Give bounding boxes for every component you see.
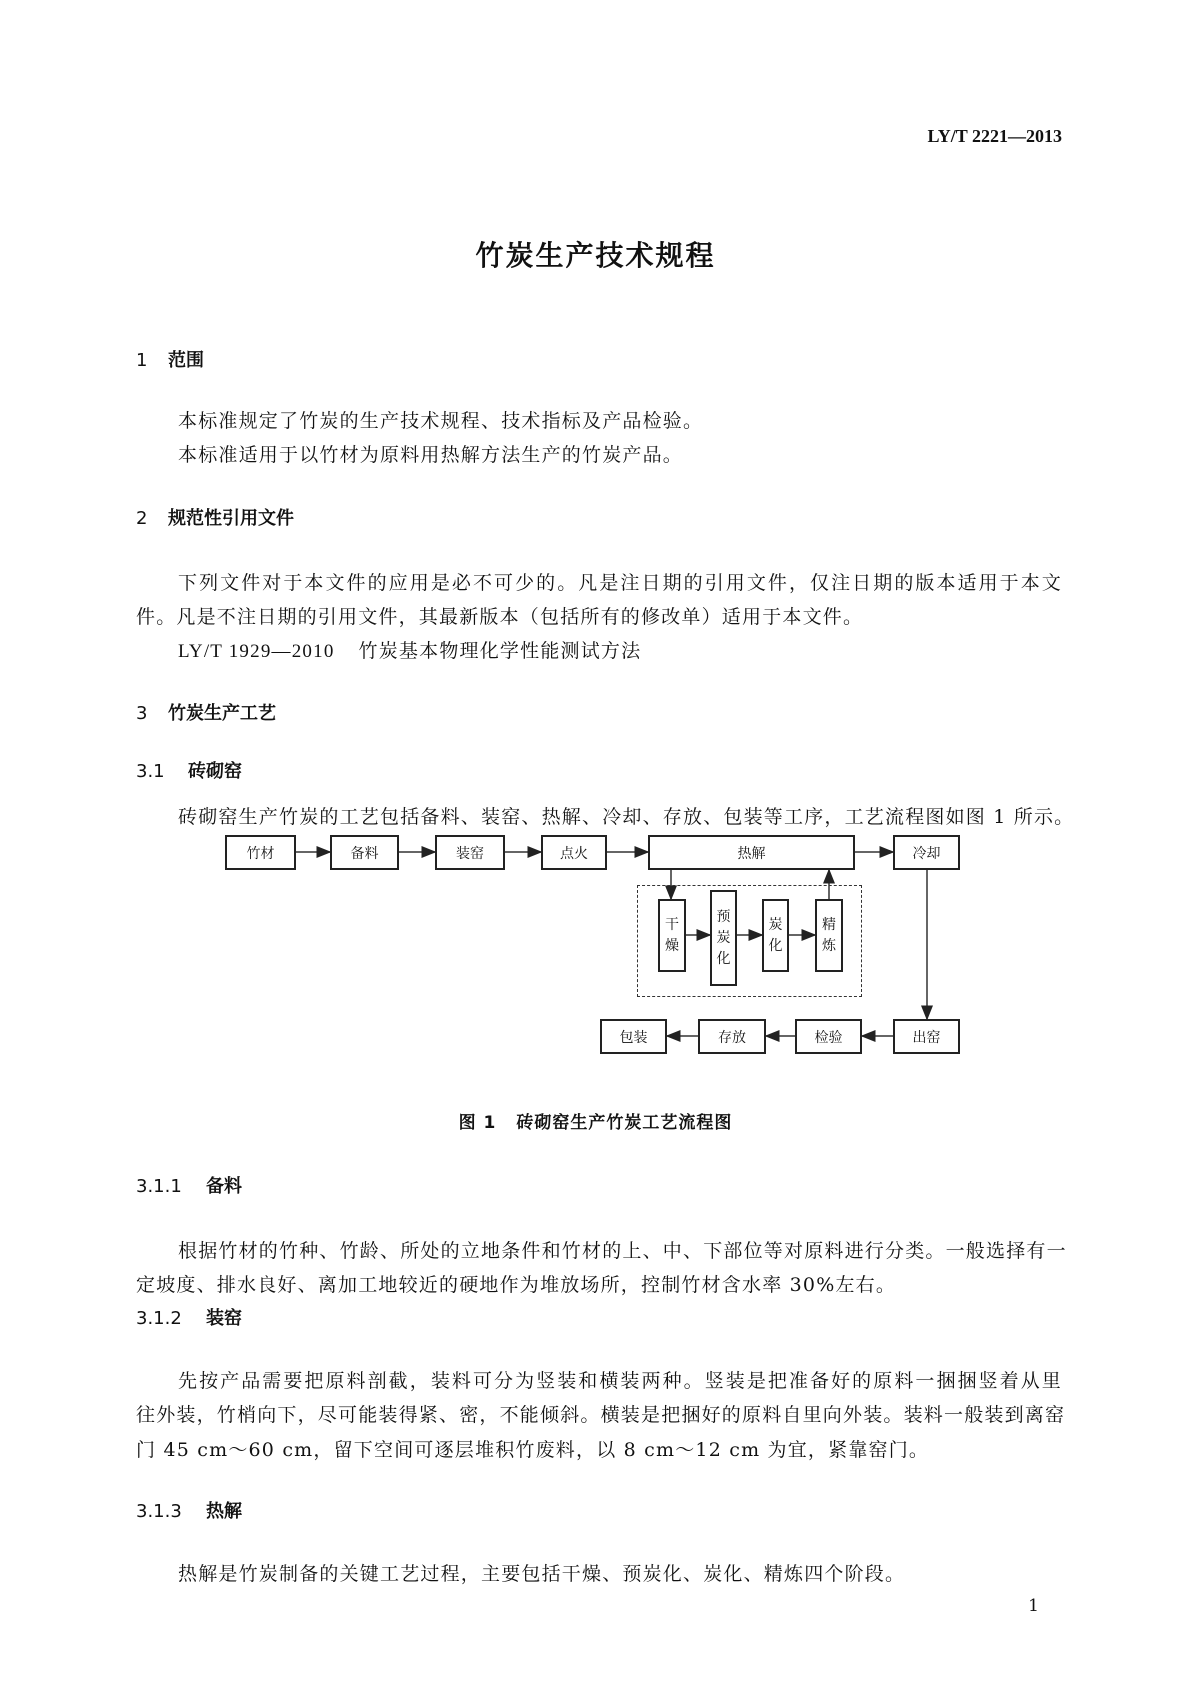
flow-step-preparation: 备料 [330,835,399,870]
stage-char: 炭 [716,929,731,946]
section-title: 热解 [206,1501,242,1522]
stage-refining [815,899,843,972]
section-title: 竹炭生产工艺 [168,703,276,724]
section-title: 规范性引用文件 [168,508,294,529]
paragraph-line: 往外装，竹梢向下，尽可能装得紧、密，不能倾斜。横装是把捆好的原料自里向外装。装料一般装到离窑 [136,1404,1066,1426]
section-3-1-3-heading [136,1497,242,1523]
paragraph-line: 热解是竹炭制备的关键工艺过程，主要包括干燥、预炭化、炭化、精炼四个阶段。 [178,1563,906,1585]
paragraph-line: 门 45 cm～60 cm，留下空间可逐层堆积竹废料，以 8 cm～12 cm 为宜，紧靠窑门。 [136,1439,930,1461]
page-number: 1 [1028,1596,1039,1616]
standard-number: LY/T 2221—2013 [927,126,1062,146]
flow-step-ignition: 点火 [541,835,607,870]
flow-step-bamboo: 竹材 [225,835,296,870]
section-number: 3.1.3 [136,1501,182,1522]
flow-step-storage: 存放 [698,1019,766,1054]
section-3-1-1-heading [136,1172,242,1198]
stage-char: 化 [768,937,783,954]
stage-char: 预 [716,908,731,925]
figure-number: 图 1 [458,1113,497,1133]
stage-char: 干 [665,916,679,933]
section-title: 砖砌窑 [188,761,242,782]
section-3-1-2-heading [136,1304,242,1330]
reference-code: LY/T 1929—2010 [178,641,335,662]
stage-char: 化 [716,950,731,967]
section-title: 备料 [206,1176,242,1197]
paragraph-line: 下列文件对于本文件的应用是必不可少的。凡是注日期的引用文件，仅注日期的版本适用于本文 [178,572,1062,594]
paragraph-line: 本标准适用于以竹材为原料用热解方法生产的竹炭产品。 [178,444,684,466]
stage-drying [658,899,686,972]
flow-step-pyrolysis: 热解 [648,835,855,870]
reference-title: 竹炭基本物理化学性能测试方法 [358,640,642,662]
paragraph-line: 砖砌窑生产竹炭的工艺包括备料、装窑、热解、冷却、存放、包装等工序，工艺流程图如图 1 所示。 [178,806,1075,828]
section-title: 装窑 [206,1308,242,1329]
stage-char: 炼 [822,937,836,954]
paragraph-line: 根据竹材的竹种、竹龄、所处的立地条件和竹材的上、中、下部位等对原料进行分类。一般选择有一 [178,1240,1067,1262]
section-number: 1 [136,350,148,371]
paragraph-line: 定坡度、排水良好、离加工地较近的硬地作为堆放场所，控制竹材含水率 30%左右。 [136,1274,897,1296]
flow-step-loading: 装窑 [435,835,505,870]
section-number: 2 [136,508,148,529]
stage-carbonization [762,899,789,972]
flow-step-unloading: 出窑 [893,1019,960,1054]
section-number: 3.1 [136,761,165,782]
section-number: 3 [136,703,148,724]
flow-step-cooling: 冷却 [893,835,960,870]
section-number: 3.1.2 [136,1308,182,1329]
stage-char: 精 [822,916,836,933]
stage-pre-carbonization [710,890,737,986]
paragraph-line: 先按产品需要把原料剖截，装料可分为竖装和横装两种。竖装是把准备好的原料一捆捆竖着从里 [178,1370,1062,1392]
paragraph-line: 件。凡是不注日期的引用文件，其最新版本（包括所有的修改单）适用于本文件。 [136,606,864,628]
stage-char: 燥 [665,937,679,954]
figure-title: 砖砌窑生产竹炭工艺流程图 [516,1113,733,1133]
figure-caption [0,1108,1191,1133]
flow-step-packaging: 包装 [600,1019,667,1054]
section-number: 3.1.1 [136,1176,182,1197]
paragraph-line: 本标准规定了竹炭的生产技术规程、技术指标及产品检验。 [178,410,704,432]
stage-char: 炭 [768,916,783,933]
section-title: 范围 [168,350,204,371]
page-title: 竹炭生产技术规程 [475,239,716,272]
flow-step-inspection: 检验 [795,1019,862,1054]
